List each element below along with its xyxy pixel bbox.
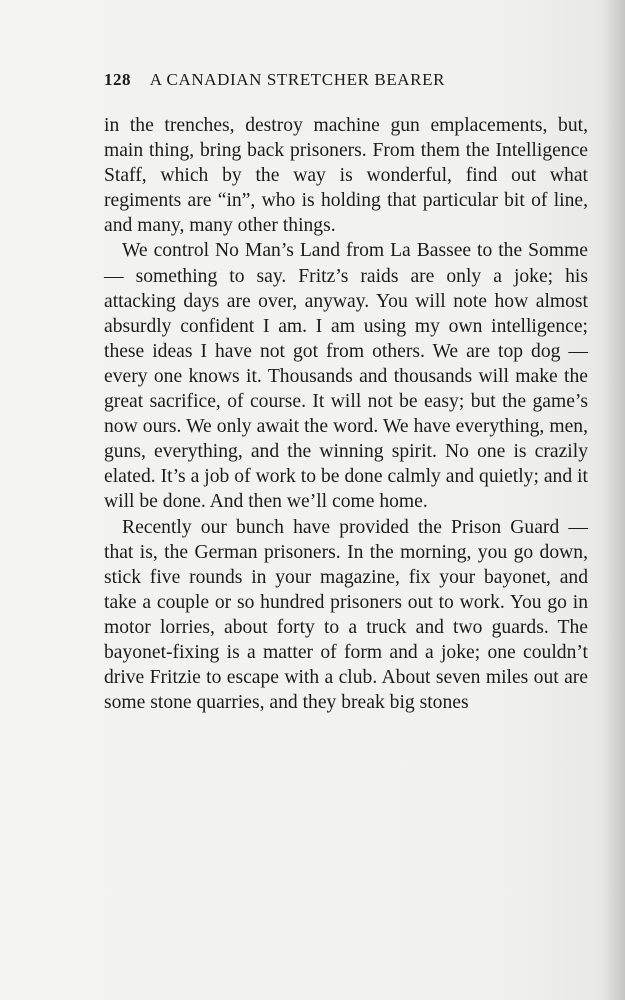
paragraph-no-mans-land: We control No Man’s Land from La Bassee to the Somme — something to say. Fritz’s raids are only a joke; his attacking days are over, anyway. You will note how almost absurdly confident I am. I am using my own intelligence; these ideas I have not got from others. We are top dog — every one knows it. Thousands and thousands will make the great sacrifice, of course. It will not be easy; but the game’s now ours. We only await the word. We have everything, men, guns, everything, and the winning spirit. No one is crazily elated. It’s a job of work to be done calmly and quietly; and it will be done. And then we’ll come home. [104,240,588,513]
paragraph-prison-guard: Recently our bunch have provided the Prison Guard — that is, the German prisoners. In the morning, you go down, stick five rounds in your magazine, fix your bayonet, and take a couple or so hundred prisoners out to work. You go in motor lorries, about forty to a truck and two guards. The bayonet-fixing is a matter of form and a joke; one couldn’t drive Fritzie to escape with a club. About seven miles out are some stone quarries, and they break big stones [104,516,588,714]
paragraph-continued: in the trenches, destroy machine gun emplacements, but, main thing, bring back prisoners. From them the Intelligence Staff, which by the way is wonderful, find out what regiments are “in”, who is holding that particular bit of line, and many, many other things. [104,115,588,237]
running-header [104,70,588,90]
running-title: A CANADIAN STRETCHER BEARER [149,70,446,89]
body-text [104,113,588,715]
page-number: 128 [104,70,131,89]
page-edge-shadow [603,0,625,1000]
